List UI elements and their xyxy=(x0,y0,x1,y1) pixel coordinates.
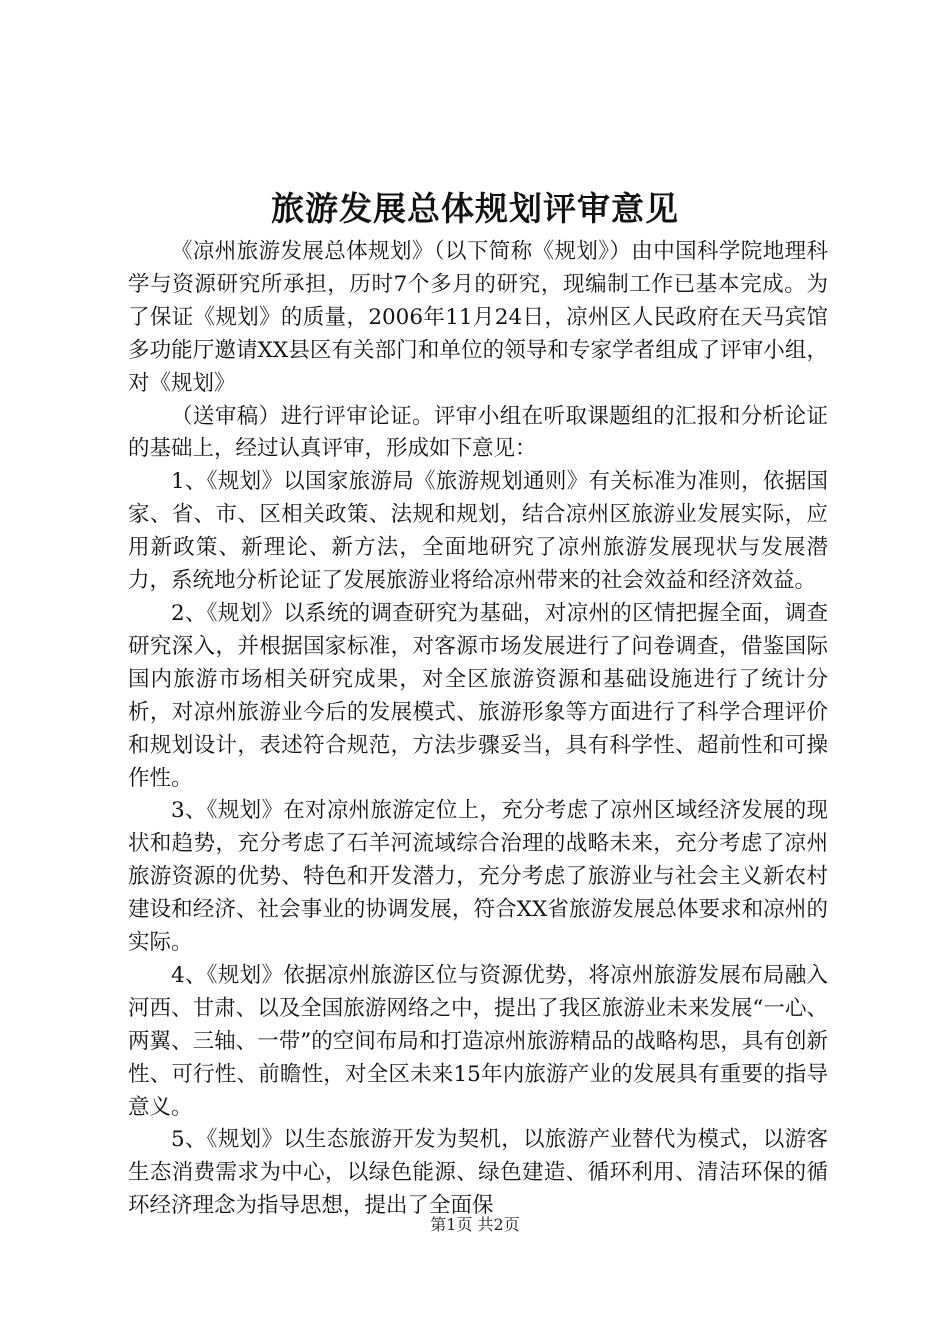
paragraph-opinion-2: 2、《规划》以系统的调查研究为基础，对凉州的区情把握全面，调查研究深入，并根据国家标准，对客源市场发展进行了问卷调查，借鉴国际国内旅游市场相关研究成果，对全区旅游资源和基础设施进行了统计分析，对凉州旅游业今后的发展模式、旅游形象等方面进行了科学合理评价和规划设计，表述符合规范，方法步骤妥当，具有科学性、超前性和可操作性。 xyxy=(128,600,828,791)
document-title: 旅游发展总体规划评审意见 xyxy=(271,189,679,228)
paragraph-opinion-4: 4、《规划》依据凉州旅游区位与资源优势，将凉州旅游发展布局融入河西、甘肃、以及全国旅游网络之中，提出了我区旅游业未来发展“一心、两翼、三轴、一带”的空间布局和打造凉州旅游精品的战略构思，具有创新性、可行性、前瞻性，对全区未来15年内旅游产业的发展具有重要的指导意义。 xyxy=(128,962,828,1120)
paragraph-intro: 《凉州旅游发展总体规划》（以下简称《规划》）由中国科学院地理科学与资源研究所承担，历时7个多月的研究，现编制工作已基本完成。为了保证《规划》的质量，2006年11月24日，凉州区人民政府在天马宾馆多功能厅邀请XX县区有关部门和单位的领导和专家学者组成了评审小组，对《规划》 xyxy=(128,239,828,396)
paragraph-review: （送审稿）进行评审论证。评审小组在听取课题组的汇报和分析论证的基础上，经过认真评审，形成如下意见： xyxy=(128,403,828,462)
page-number-footer: 第1页 共2页 xyxy=(430,1215,520,1234)
paragraph-opinion-1: 1、《规划》以国家旅游局《旅游规划通则》有关标准为准则，依据国家、省、市、区相关政策、法规和规划，结合凉州区旅游业发展实际，应用新政策、新理论、新方法，全面地研究了凉州旅游发展现状与发展潜力，系统地分析论证了发展旅游业将给凉州带来的社会效益和经济效益。 xyxy=(128,469,828,594)
document-body xyxy=(128,236,828,1223)
paragraph-opinion-5: 5、《规划》以生态旅游开发为契机，以旅游产业替代为模式，以游客生态消费需求为中心，以绿色能源、绿色建造、循环利用、清洁环保的循环经济理念为指导思想，提出了全面保 xyxy=(128,1127,828,1219)
paragraph-opinion-3: 3、《规划》在对凉州旅游定位上，充分考虑了凉州区域经济发展的现状和趋势，充分考虑了石羊河流域综合治理的战略未来，充分考虑了凉州旅游资源的优势、特色和开发潜力，充分考虑了旅游业与社会主义新农村建设和经济、社会事业的协调发展，符合XX省旅游发展总体要求和凉州的实际。 xyxy=(128,798,828,956)
